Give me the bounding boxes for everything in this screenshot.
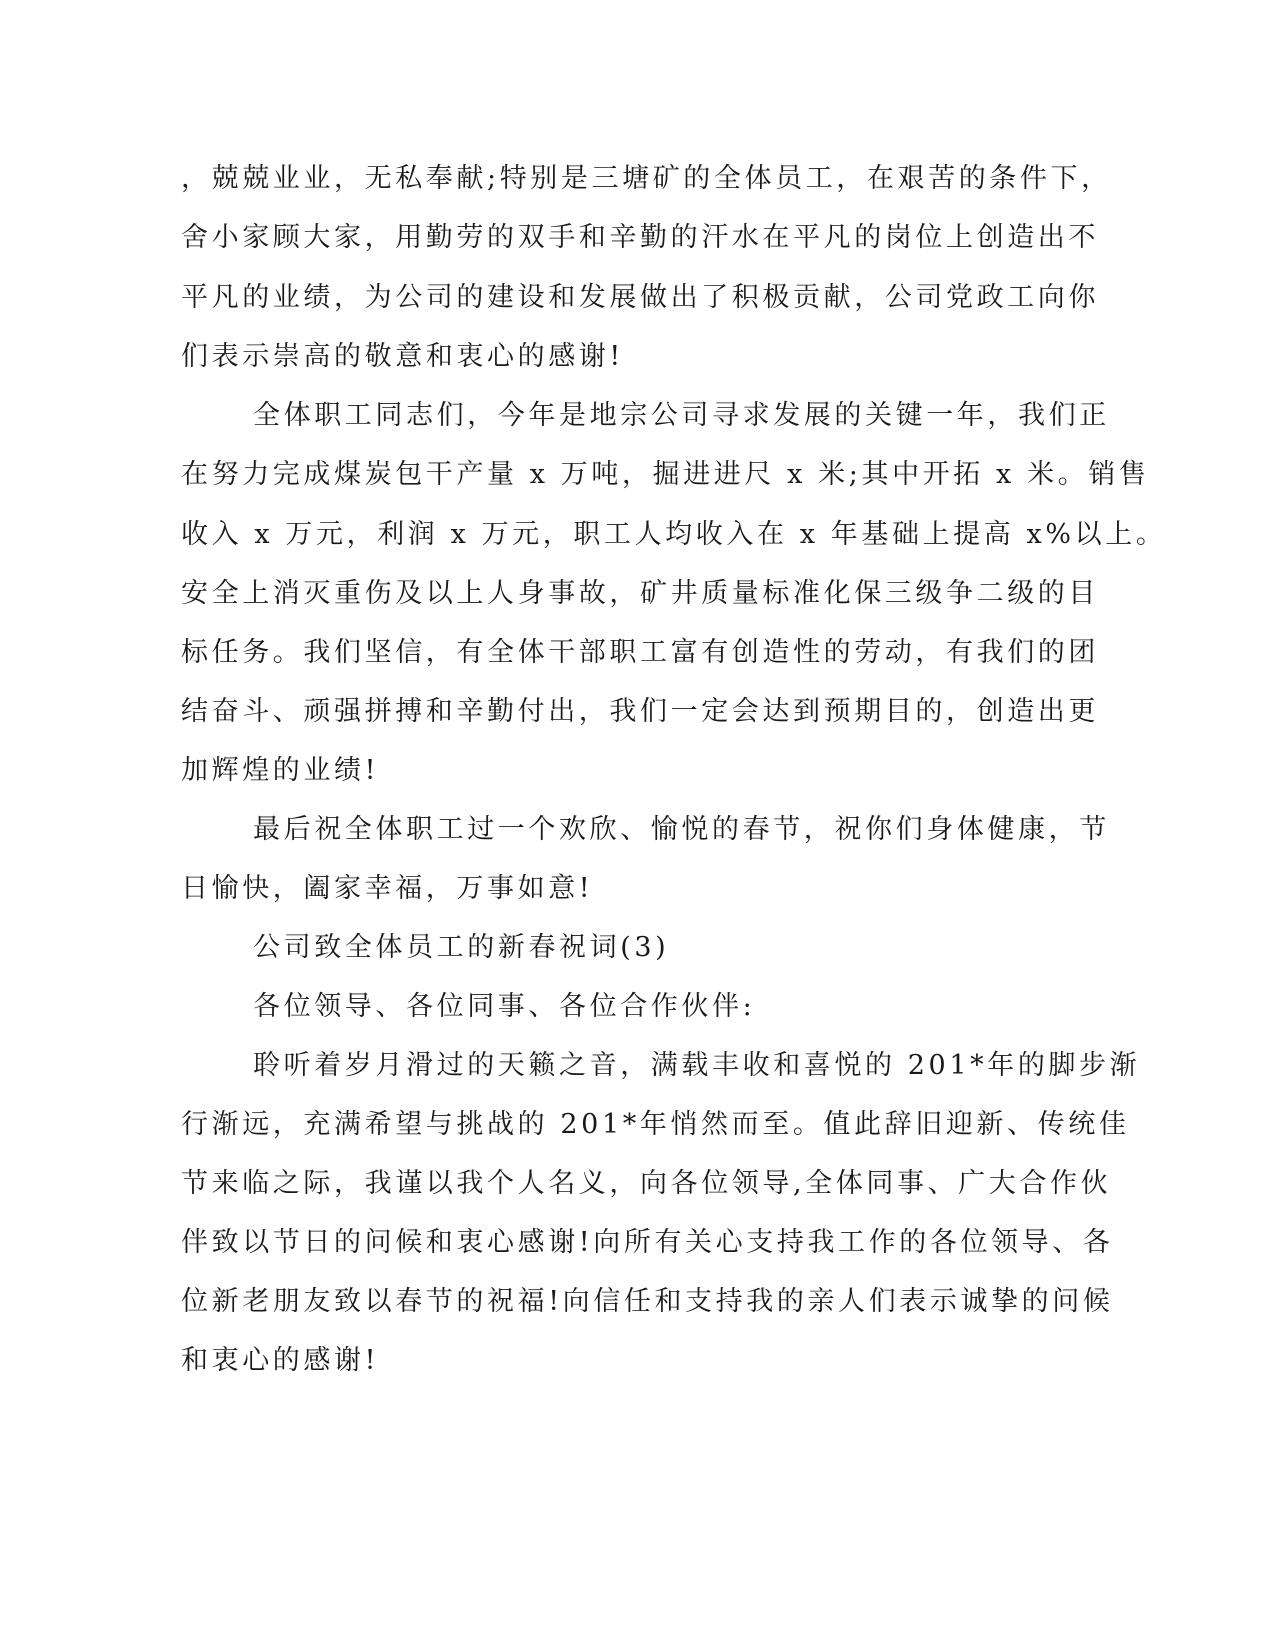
paragraph-line: 和衷心的感谢!	[181, 1345, 380, 1376]
paragraph-line: 加辉煌的业绩!	[181, 755, 380, 786]
paragraph-line: 节来临之际，我谨以我个人名义，向各位领导,全体同事、广大合作伙	[181, 1168, 1112, 1199]
paragraph-line: 位新老朋友致以春节的祝福!向信任和支持我的亲人们表示诚挚的问候	[181, 1286, 1114, 1317]
paragraph-line: 安全上消灭重伤及以上人身事故，矿井质量标准化保三级争二级的目	[181, 578, 1099, 609]
paragraph-line: 在努力完成煤炭包干产量 x 万吨，掘进进尺 x 米;其中开拓 x 米。销售	[181, 459, 1150, 490]
paragraph-line: 标任务。我们坚信，有全体干部职工富有创造性的劳动，有我们的团	[181, 637, 1099, 668]
paragraph-line: 行渐远，充满希望与挑战的 201*年悄然而至。值此辞旧迎新、传统佳	[181, 1109, 1130, 1140]
section-heading: 公司致全体员工的新春祝词(3)	[253, 932, 670, 963]
paragraph-line: 全体职工同志们，今年是地宗公司寻求发展的关键一年，我们正	[253, 400, 1110, 431]
paragraph-line: 伴致以节日的问候和衷心感谢!向所有关心支持我工作的各位领导、各	[181, 1227, 1114, 1258]
paragraph-line: 舍小家顾大家，用勤劳的双手和辛勤的汗水在平凡的岗位上创造出不	[181, 222, 1099, 253]
paragraph-line: ，兢兢业业，无私奉献;特别是三塘矿的全体员工，在艰苦的条件下，	[181, 163, 1112, 194]
paragraph-line: 聆听着岁月滑过的天籁之音，满载丰收和喜悦的 201*年的脚步渐	[253, 1050, 1141, 1081]
paragraph-line: 们表示崇高的敬意和衷心的感谢!	[181, 341, 624, 372]
paragraph-line: 结奋斗、顽强拼搏和辛勤付出，我们一定会达到预期目的，创造出更	[181, 696, 1099, 727]
paragraph-line: 最后祝全体职工过一个欢欣、愉悦的春节，祝你们身体健康，节	[253, 814, 1110, 845]
paragraph-line: 平凡的业绩，为公司的建设和发展做出了积极贡献，公司党政工向你	[181, 282, 1099, 313]
salutation: 各位领导、各位同事、各位合作伙伴:	[253, 991, 756, 1022]
paragraph-line: 日愉快，阖家幸福，万事如意!	[181, 873, 594, 904]
paragraph-line: 收入 x 万元，利润 x 万元，职工人均收入在 x 年基础上提高 x%以上。	[181, 519, 1167, 550]
